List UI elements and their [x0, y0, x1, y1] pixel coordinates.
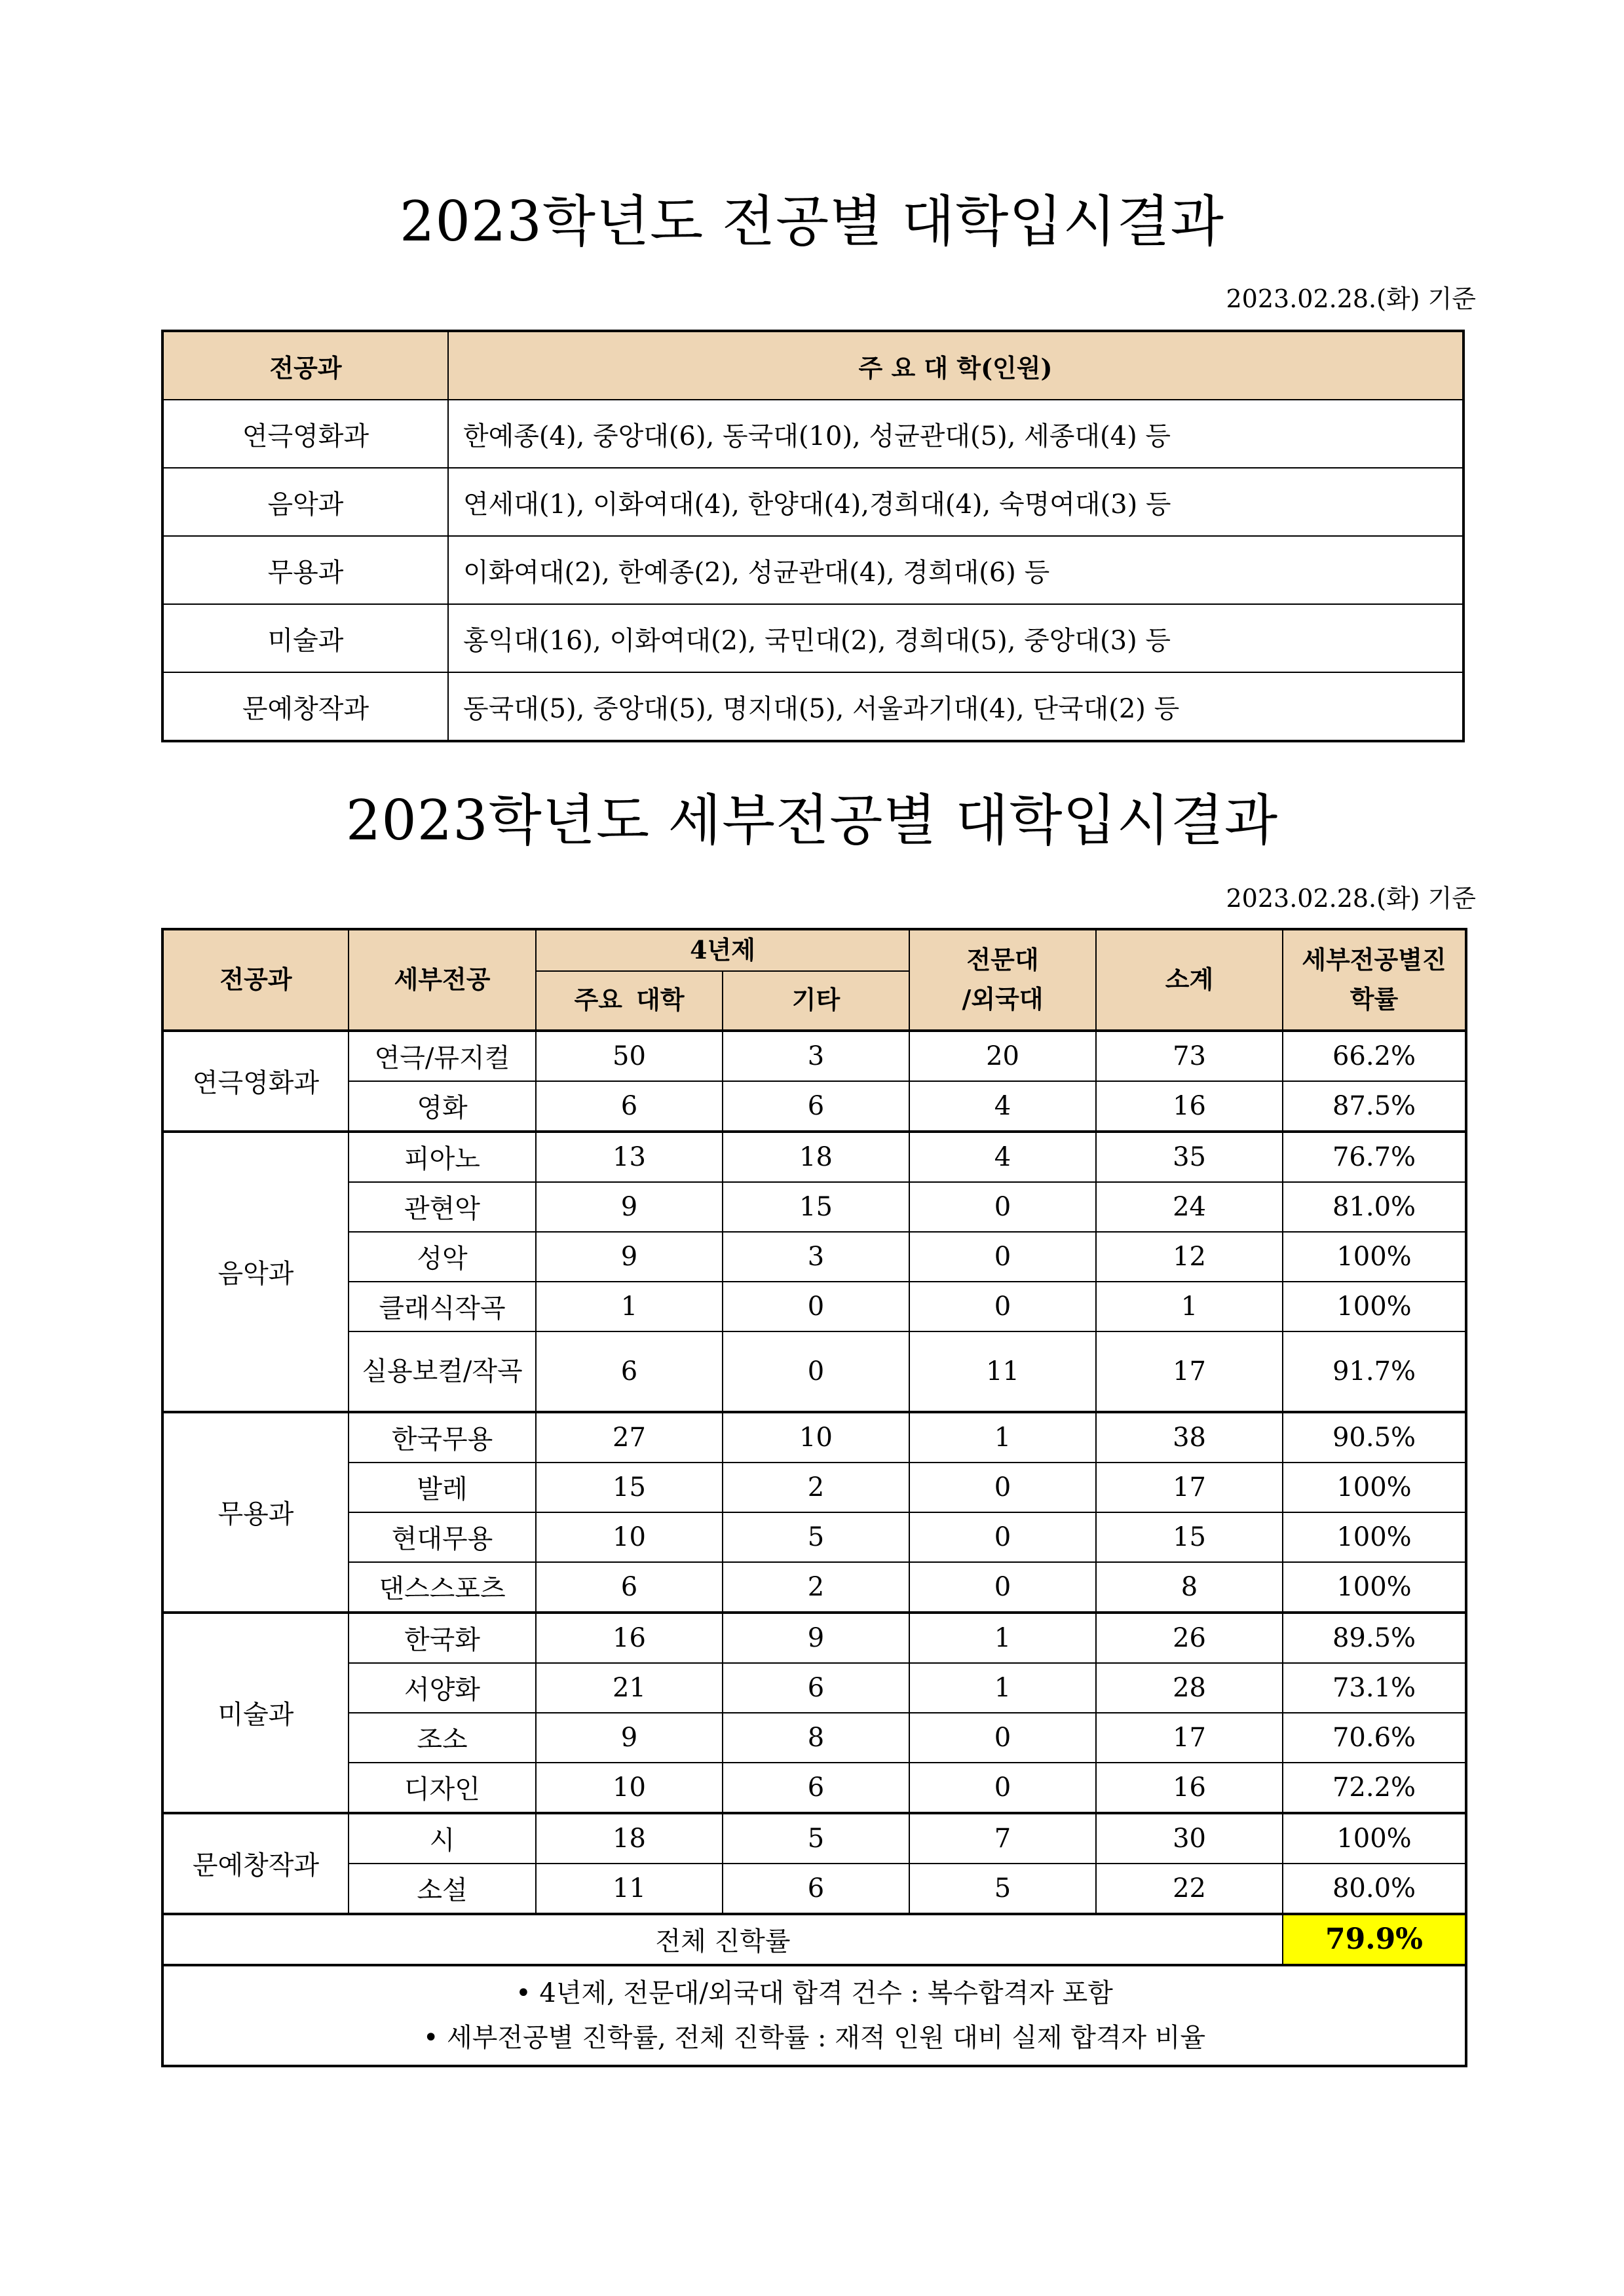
college-cell: 4 — [909, 1132, 1096, 1182]
sub-major-cell: 관현악 — [349, 1182, 536, 1232]
subtotal-cell: 15 — [1096, 1512, 1283, 1562]
main-univ-cell: 6 — [536, 1081, 723, 1132]
subtotal-cell: 30 — [1096, 1813, 1283, 1864]
main-univ-cell: 27 — [536, 1412, 723, 1463]
rate-cell: 70.6% — [1283, 1713, 1466, 1763]
rate-cell: 81.0% — [1283, 1182, 1466, 1232]
rate-cell: 76.7% — [1283, 1132, 1466, 1182]
main-univ-cell: 10 — [536, 1512, 723, 1562]
college-cell: 0 — [909, 1232, 1096, 1282]
sub-major-cell: 시 — [349, 1813, 536, 1864]
header-major: 전공과 — [162, 929, 349, 1031]
other-cell: 6 — [723, 1864, 909, 1914]
other-cell: 6 — [723, 1081, 909, 1132]
table-row — [162, 1463, 1466, 1512]
main-univ-cell: 9 — [536, 1713, 723, 1763]
main-univ-cell: 10 — [536, 1763, 723, 1813]
page-title-section2: 2023학년도 세부전공별 대학입시결과 — [345, 788, 1279, 852]
sub-major-cell: 피아노 — [349, 1132, 536, 1182]
subtotal-cell: 28 — [1096, 1663, 1283, 1713]
sub-major-cell: 서양화 — [349, 1663, 536, 1713]
main-univ-cell: 6 — [536, 1562, 723, 1613]
rate-cell: 100% — [1283, 1463, 1466, 1512]
sub-major-cell: 현대무용 — [349, 1512, 536, 1562]
table-row — [162, 1763, 1466, 1813]
major-cell: 미술과 — [162, 604, 448, 672]
main-univ-cell: 15 — [536, 1463, 723, 1512]
major-cell: 문예창작과 — [162, 1813, 349, 1914]
major-cell: 문예창작과 — [162, 672, 448, 741]
college-cell: 0 — [909, 1562, 1096, 1613]
as-of-date-section2: 2023.02.28.(화) 기준 — [1226, 884, 1476, 913]
total-rate-value: 79.9% — [1283, 1914, 1466, 1965]
table-row — [162, 1331, 1466, 1412]
subtotal-cell: 16 — [1096, 1081, 1283, 1132]
sub-major-cell: 실용보컬/작곡 — [349, 1331, 536, 1412]
sub-major-cell: 성악 — [349, 1232, 536, 1282]
subtotal-cell: 1 — [1096, 1282, 1283, 1331]
other-cell: 8 — [723, 1713, 909, 1763]
rate-cell: 100% — [1283, 1232, 1466, 1282]
college-cell: 4 — [909, 1081, 1096, 1132]
subtotal-cell: 8 — [1096, 1562, 1283, 1613]
header-major: 전공과 — [162, 331, 448, 400]
sub-major-cell: 조소 — [349, 1713, 536, 1763]
sub-major-cell: 발레 — [349, 1463, 536, 1512]
college-cell: 1 — [909, 1663, 1096, 1713]
college-cell: 7 — [909, 1813, 1096, 1864]
other-cell: 2 — [723, 1463, 909, 1512]
table-row — [162, 672, 1463, 741]
rate-cell: 91.7% — [1283, 1331, 1466, 1412]
header-subtotal: 소계 — [1096, 929, 1283, 1031]
college-cell: 0 — [909, 1512, 1096, 1562]
table-row — [162, 468, 1463, 536]
table-row — [162, 1562, 1466, 1613]
college-cell: 5 — [909, 1864, 1096, 1914]
table-row — [162, 1282, 1466, 1331]
rate-cell: 87.5% — [1283, 1081, 1466, 1132]
other-cell: 0 — [723, 1282, 909, 1331]
rate-cell: 90.5% — [1283, 1412, 1466, 1463]
sub-major-cell: 댄스스포츠 — [349, 1562, 536, 1613]
other-cell: 10 — [723, 1412, 909, 1463]
table-row — [162, 1613, 1466, 1663]
notes-row — [162, 1965, 1466, 2066]
rate-cell: 100% — [1283, 1562, 1466, 1613]
main-univ-cell: 18 — [536, 1813, 723, 1864]
sub-major-cell: 클래식작곡 — [349, 1282, 536, 1331]
main-univ-cell: 13 — [536, 1132, 723, 1182]
header-other: 기타 — [723, 971, 909, 1031]
subtotal-cell: 12 — [1096, 1232, 1283, 1282]
rate-cell: 80.0% — [1283, 1864, 1466, 1914]
total-rate-label: 전체 진학률 — [162, 1914, 1283, 1965]
subtotal-cell: 26 — [1096, 1613, 1283, 1663]
other-cell: 6 — [723, 1763, 909, 1813]
table-row — [162, 1512, 1466, 1562]
header-four-year: 4년제 — [536, 929, 909, 971]
table-row — [162, 1713, 1466, 1763]
college-cell: 11 — [909, 1331, 1096, 1412]
sub-major-cell: 한국무용 — [349, 1412, 536, 1463]
sub-major-results-table — [161, 928, 1467, 2067]
other-cell: 15 — [723, 1182, 909, 1232]
rate-cell: 100% — [1283, 1813, 1466, 1864]
header-rate-line1: 세부전공별진 — [1302, 944, 1446, 974]
main-univ-cell: 1 — [536, 1282, 723, 1331]
college-cell: 1 — [909, 1613, 1096, 1663]
rate-cell: 89.5% — [1283, 1613, 1466, 1663]
universities-cell: 한예종(4), 중앙대(6), 동국대(10), 성균관대(5), 세종대(4) 등 — [448, 400, 1463, 468]
universities-cell: 이화여대(2), 한예종(2), 성균관대(4), 경희대(6) 등 — [448, 536, 1463, 604]
total-row — [162, 1914, 1466, 1965]
page-title-section1: 2023학년도 전공별 대학입시결과 — [400, 189, 1224, 254]
college-cell: 0 — [909, 1463, 1096, 1512]
header-rate-line2: 학률 — [1350, 984, 1399, 1014]
subtotal-cell: 35 — [1096, 1132, 1283, 1182]
major-cell: 미술과 — [162, 1613, 349, 1813]
subtotal-cell: 73 — [1096, 1031, 1283, 1081]
main-univ-cell: 50 — [536, 1031, 723, 1081]
college-cell: 0 — [909, 1282, 1096, 1331]
other-cell: 3 — [723, 1232, 909, 1282]
header-main-univ: 주요 대학 — [536, 971, 723, 1031]
universities-cell: 동국대(5), 중앙대(5), 명지대(5), 서울과기대(4), 단국대(2) 등 — [448, 672, 1463, 741]
table-row — [162, 1412, 1466, 1463]
sub-major-cell: 영화 — [349, 1081, 536, 1132]
table-header-row — [162, 929, 1466, 971]
header-sub-major: 세부전공 — [349, 929, 536, 1031]
table-row — [162, 1132, 1466, 1182]
college-cell: 0 — [909, 1182, 1096, 1232]
header-college-line1: 전문대 — [966, 944, 1039, 974]
other-cell: 9 — [723, 1613, 909, 1663]
notes-cell — [162, 1965, 1466, 2066]
table-header-row — [162, 331, 1463, 400]
subtotal-cell: 17 — [1096, 1331, 1283, 1412]
major-cell: 무용과 — [162, 1412, 349, 1613]
subtotal-cell: 17 — [1096, 1713, 1283, 1763]
main-univ-cell: 16 — [536, 1613, 723, 1663]
sub-major-cell: 한국화 — [349, 1613, 536, 1663]
rate-cell: 72.2% — [1283, 1763, 1466, 1813]
table-row — [162, 1182, 1466, 1232]
other-cell: 5 — [723, 1512, 909, 1562]
other-cell: 5 — [723, 1813, 909, 1864]
college-cell: 0 — [909, 1713, 1096, 1763]
table-row — [162, 1232, 1466, 1282]
major-cell: 연극영화과 — [162, 1031, 349, 1132]
header-college-line2: /외국대 — [962, 984, 1044, 1014]
major-cell: 연극영화과 — [162, 400, 448, 468]
header-rate — [1283, 929, 1466, 1031]
subtotal-cell: 17 — [1096, 1463, 1283, 1512]
sub-major-cell: 연극/뮤지컬 — [349, 1031, 536, 1081]
other-cell: 6 — [723, 1663, 909, 1713]
table-row — [162, 536, 1463, 604]
as-of-date-section1: 2023.02.28.(화) 기준 — [1226, 284, 1476, 313]
main-univ-cell: 9 — [536, 1182, 723, 1232]
rate-cell: 100% — [1283, 1282, 1466, 1331]
rate-cell: 100% — [1283, 1512, 1466, 1562]
other-cell: 0 — [723, 1331, 909, 1412]
table-row — [162, 1663, 1466, 1713]
other-cell: 18 — [723, 1132, 909, 1182]
major-cell: 무용과 — [162, 536, 448, 604]
table-row — [162, 1813, 1466, 1864]
rate-cell: 66.2% — [1283, 1031, 1466, 1081]
sub-major-cell: 소설 — [349, 1864, 536, 1914]
rate-cell: 73.1% — [1283, 1663, 1466, 1713]
subtotal-cell: 24 — [1096, 1182, 1283, 1232]
table-row — [162, 604, 1463, 672]
main-univ-cell: 11 — [536, 1864, 723, 1914]
universities-cell: 홍익대(16), 이화여대(2), 국민대(2), 경희대(5), 중앙대(3) 등 — [448, 604, 1463, 672]
table-row — [162, 1081, 1466, 1132]
table-row — [162, 1031, 1466, 1081]
major-cell: 음악과 — [162, 468, 448, 536]
college-cell: 0 — [909, 1763, 1096, 1813]
universities-cell: 연세대(1), 이화여대(4), 한양대(4),경희대(4), 숙명여대(3) 등 — [448, 468, 1463, 536]
note-line: • 4년제, 전문대/외국대 합격 건수 : 복수합격자 포함 — [516, 1978, 1113, 2008]
main-univ-cell: 6 — [536, 1331, 723, 1412]
major-results-table — [161, 330, 1465, 742]
header-universities: 주 요 대 학(인원) — [448, 331, 1463, 400]
header-college — [909, 929, 1096, 1031]
college-cell: 1 — [909, 1412, 1096, 1463]
subtotal-cell: 16 — [1096, 1763, 1283, 1813]
subtotal-cell: 38 — [1096, 1412, 1283, 1463]
main-univ-cell: 21 — [536, 1663, 723, 1713]
other-cell: 2 — [723, 1562, 909, 1613]
subtotal-cell: 22 — [1096, 1864, 1283, 1914]
major-cell: 음악과 — [162, 1132, 349, 1412]
main-univ-cell: 9 — [536, 1232, 723, 1282]
table-row — [162, 1864, 1466, 1914]
table-row — [162, 400, 1463, 468]
sub-major-cell: 디자인 — [349, 1763, 536, 1813]
college-cell: 20 — [909, 1031, 1096, 1081]
other-cell: 3 — [723, 1031, 909, 1081]
note-line: • 세부전공별 진학률, 전체 진학률 : 재적 인원 대비 실제 합격자 비율 — [423, 2022, 1206, 2053]
